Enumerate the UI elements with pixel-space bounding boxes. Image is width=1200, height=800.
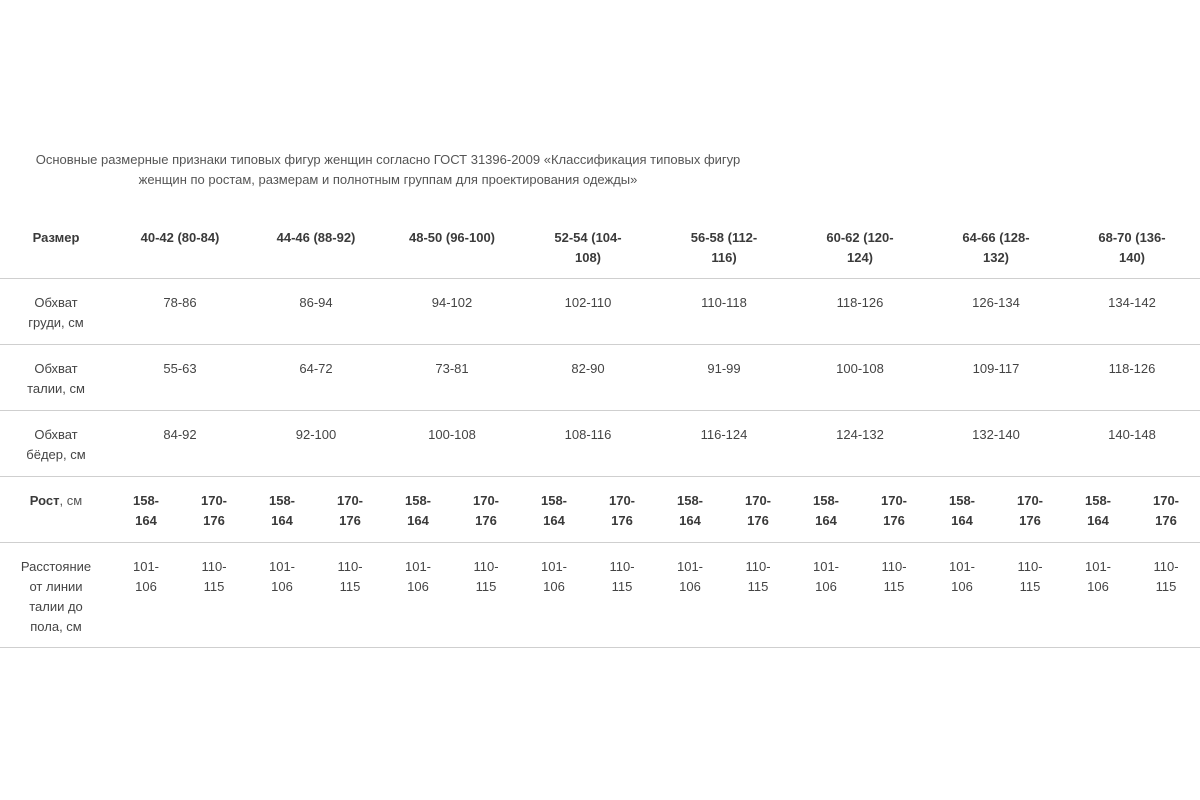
- table-cell: [724, 543, 792, 648]
- table-cell: 102-110: [520, 279, 656, 345]
- row-label-line: от линии: [29, 579, 83, 594]
- size-header-line: 108): [574, 250, 602, 265]
- table-cell: [452, 477, 520, 543]
- table-cell: 94-102: [384, 279, 520, 345]
- table-cell: 86-94: [248, 279, 384, 345]
- cell-line: 106: [815, 579, 837, 594]
- table-cell: [1132, 543, 1200, 648]
- table-row-hips: [0, 411, 1200, 477]
- cell-line: 101-: [1084, 559, 1112, 574]
- cell-line: 176: [339, 513, 361, 528]
- size-header: [792, 212, 928, 279]
- header-row: [0, 212, 1200, 279]
- size-header: [112, 212, 248, 279]
- row-label-line: пола, см: [30, 619, 82, 634]
- cell-line: 170-: [1152, 493, 1180, 508]
- row-label-line: Расстояние: [20, 559, 92, 574]
- row-label-line: Обхват: [34, 427, 78, 442]
- cell-line: 106: [1087, 579, 1109, 594]
- size-header-line: 132): [982, 250, 1010, 265]
- table-cell: [724, 477, 792, 543]
- table-cell: 109-117: [928, 345, 1064, 411]
- table-cell: [112, 477, 180, 543]
- table-cell: [520, 477, 588, 543]
- table-cell: [520, 543, 588, 648]
- cell-line: 170-: [336, 493, 364, 508]
- cell-line: 115: [611, 579, 633, 594]
- cell-line: 115: [883, 579, 905, 594]
- cell-line: 110-: [201, 559, 227, 574]
- cell-line: 106: [543, 579, 565, 594]
- row-label: [0, 543, 112, 648]
- size-header: [520, 212, 656, 279]
- cell-line: 158-: [1084, 493, 1112, 508]
- table-cell: [656, 543, 724, 648]
- cell-line: 106: [135, 579, 157, 594]
- cell-line: 101-: [812, 559, 840, 574]
- cell-line: 110-: [1017, 559, 1043, 574]
- cell-line: 110-: [1153, 559, 1179, 574]
- cell-line: 115: [339, 579, 361, 594]
- table-cell: [996, 543, 1064, 648]
- cell-line: 106: [679, 579, 701, 594]
- cell-line: 176: [883, 513, 905, 528]
- size-header-line: 124): [846, 250, 874, 265]
- size-label-cell: [0, 212, 112, 279]
- size-header: [248, 212, 384, 279]
- height-label-unit: , см: [59, 493, 83, 508]
- table-cell: [1064, 543, 1132, 648]
- size-header: [656, 212, 792, 279]
- table-cell: 73-81: [384, 345, 520, 411]
- row-label-line: Обхват: [34, 295, 78, 310]
- table-cell: [792, 543, 860, 648]
- row-label-line: груди, см: [28, 315, 84, 330]
- cell-line: 176: [611, 513, 633, 528]
- cell-line: 176: [1019, 513, 1041, 528]
- cell-line: 110-: [745, 559, 771, 574]
- table-cell: [860, 543, 928, 648]
- table-cell: 82-90: [520, 345, 656, 411]
- table-cell: 100-108: [792, 345, 928, 411]
- table-cell: [928, 477, 996, 543]
- size-header-line: 44-46 (88-92): [276, 230, 356, 245]
- size-header-line: 52-54 (104-: [554, 230, 622, 245]
- cell-line: 164: [543, 513, 565, 528]
- table-cell: [248, 477, 316, 543]
- cell-line: 164: [679, 513, 701, 528]
- cell-line: 170-: [608, 493, 636, 508]
- row-label-line: талии, см: [27, 381, 85, 396]
- table-cell: 78-86: [112, 279, 248, 345]
- cell-line: 110-: [881, 559, 907, 574]
- cell-line: 164: [951, 513, 973, 528]
- table-cell: 100-108: [384, 411, 520, 477]
- cell-line: 158-: [812, 493, 840, 508]
- table-cell: [316, 477, 384, 543]
- table-cell: 140-148: [1064, 411, 1200, 477]
- table-cell: [180, 543, 248, 648]
- size-header: [1064, 212, 1200, 279]
- table-cell: 110-118: [656, 279, 792, 345]
- table-cell: 64-72: [248, 345, 384, 411]
- cell-line: 106: [271, 579, 293, 594]
- size-header-line: 68-70 (136-: [1098, 230, 1166, 245]
- table-cell: 132-140: [928, 411, 1064, 477]
- size-header: [928, 212, 1064, 279]
- table-cell: 118-126: [792, 279, 928, 345]
- table-cell: [112, 543, 180, 648]
- cell-line: 164: [135, 513, 157, 528]
- cell-line: 170-: [1016, 493, 1044, 508]
- cell-line: 170-: [744, 493, 772, 508]
- cell-line: 170-: [880, 493, 908, 508]
- cell-line: 170-: [200, 493, 228, 508]
- cell-line: 164: [1087, 513, 1109, 528]
- table-cell: [452, 543, 520, 648]
- table-row-chest: [0, 279, 1200, 345]
- table-cell: 118-126: [1064, 345, 1200, 411]
- cell-line: 110-: [337, 559, 363, 574]
- cell-line: 158-: [948, 493, 976, 508]
- cell-line: 115: [1019, 579, 1041, 594]
- table-cell: [860, 477, 928, 543]
- table-cell: 124-132: [792, 411, 928, 477]
- table-cell: 84-92: [112, 411, 248, 477]
- table-cell: [384, 543, 452, 648]
- cell-line: 101-: [540, 559, 568, 574]
- table-cell: [996, 477, 1064, 543]
- size-label: Размер: [32, 230, 80, 245]
- table-row-distance: [0, 543, 1200, 648]
- cell-line: 164: [815, 513, 837, 528]
- cell-line: 115: [747, 579, 769, 594]
- cell-line: 176: [1155, 513, 1177, 528]
- row-label-line: талии до: [29, 599, 83, 614]
- table-cell: [316, 543, 384, 648]
- cell-line: 176: [747, 513, 769, 528]
- cell-line: 164: [407, 513, 429, 528]
- cell-line: 115: [475, 579, 497, 594]
- table-row-waist: [0, 345, 1200, 411]
- size-header: [384, 212, 520, 279]
- table-cell: [248, 543, 316, 648]
- table-cell: [180, 477, 248, 543]
- table-cell: [928, 543, 996, 648]
- cell-line: 158-: [268, 493, 296, 508]
- table-cell: [384, 477, 452, 543]
- size-header-line: 64-66 (128-: [962, 230, 1030, 245]
- table-cell: 108-116: [520, 411, 656, 477]
- table-cell: [1132, 477, 1200, 543]
- cell-line: 158-: [132, 493, 160, 508]
- row-label: [0, 411, 112, 477]
- size-header-line: 116): [711, 250, 737, 265]
- caption-line-2: женщин по ростам, размерам и полнотным группам для проектирования одежды»: [138, 172, 638, 187]
- size-header-line: 48-50 (96-100): [409, 230, 495, 245]
- cell-line: 101-: [404, 559, 432, 574]
- cell-line: 176: [203, 513, 225, 528]
- table-cell: 126-134: [928, 279, 1064, 345]
- cell-line: 115: [203, 579, 225, 594]
- table-cell: [792, 477, 860, 543]
- cell-line: 158-: [676, 493, 704, 508]
- row-label-line: Обхват: [34, 361, 78, 376]
- cell-line: 110-: [473, 559, 499, 574]
- row-label: [0, 477, 112, 543]
- table-cell: [588, 543, 656, 648]
- cell-line: 101-: [132, 559, 160, 574]
- size-header-line: 60-62 (120-: [826, 230, 894, 245]
- table-cell: 91-99: [656, 345, 792, 411]
- size-table: [0, 212, 1200, 648]
- table-cell: [588, 477, 656, 543]
- cell-line: 106: [407, 579, 429, 594]
- cell-line: 110-: [609, 559, 635, 574]
- cell-line: 101-: [268, 559, 296, 574]
- size-header-line: 140): [1118, 250, 1146, 265]
- row-label-line: бёдер, см: [26, 447, 86, 462]
- cell-line: 170-: [472, 493, 500, 508]
- table-cell: 116-124: [656, 411, 792, 477]
- size-header-line: 40-42 (80-84): [140, 230, 220, 245]
- table-row-height: [0, 477, 1200, 543]
- cell-line: 101-: [676, 559, 704, 574]
- table-cell: 92-100: [248, 411, 384, 477]
- size-header-line: 56-58 (112-: [690, 230, 758, 245]
- cell-line: 101-: [948, 559, 976, 574]
- table-cell: [656, 477, 724, 543]
- cell-line: 158-: [404, 493, 432, 508]
- cell-line: 106: [951, 579, 973, 594]
- cell-line: 164: [271, 513, 293, 528]
- table-cell: 55-63: [112, 345, 248, 411]
- table-cell: 134-142: [1064, 279, 1200, 345]
- cell-line: 176: [475, 513, 497, 528]
- caption-line-1: Основные размерные признаки типовых фигур женщин согласно ГОСТ 31396-2009 «Классификация типовых фигур: [35, 152, 741, 167]
- table-caption: [8, 150, 768, 190]
- cell-line: 158-: [540, 493, 568, 508]
- table-cell: [1064, 477, 1132, 543]
- row-label: [0, 345, 112, 411]
- row-label: [0, 279, 112, 345]
- cell-line: 115: [1155, 579, 1177, 594]
- height-label: Рост: [29, 493, 60, 508]
